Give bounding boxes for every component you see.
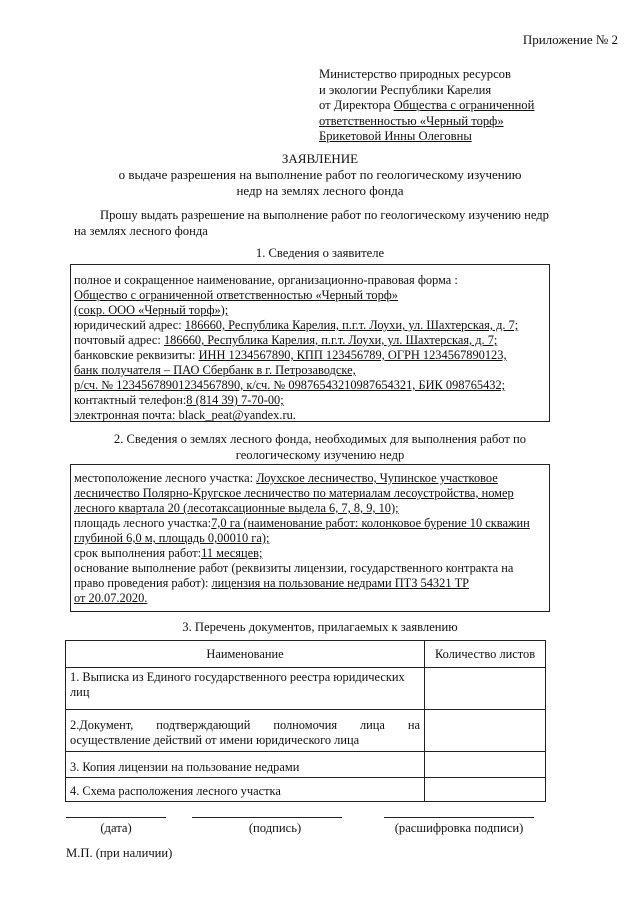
title-main: ЗАЯВЛЕНИЕ bbox=[281, 151, 359, 166]
email-row bbox=[74, 408, 546, 423]
document-title bbox=[0, 151, 640, 199]
column-header-name: Наименование bbox=[66, 641, 425, 668]
area-row bbox=[74, 516, 546, 531]
name-short: (сокр. ООО «Черный торф»); bbox=[74, 303, 229, 317]
sheet-count-cell bbox=[425, 752, 546, 778]
document-name-cont: осуществление действий от имени юридического лица bbox=[70, 733, 360, 747]
document-name-cont: лиц bbox=[70, 685, 90, 699]
phone-value: 8 (814 39) 7-70-00; bbox=[186, 393, 284, 407]
postal-address-label: почтовый адрес: bbox=[74, 333, 164, 347]
addressee-line bbox=[319, 98, 629, 114]
name-label: полное и сокращенное наименование, организационно-правовая форма : bbox=[74, 273, 458, 287]
basis-value: лицензия на пользование недрами ПТЗ 54321 ТР bbox=[211, 576, 470, 590]
signature-line bbox=[192, 817, 342, 818]
location-row bbox=[74, 471, 546, 486]
document-name: 1. Выписка из Единого государственного реестра юридических bbox=[70, 670, 405, 684]
addressee-line: Министерство природных ресурсов bbox=[319, 67, 511, 81]
legal-address-row bbox=[74, 318, 546, 333]
title-sub: о выдаче разрешения на выполнение работ по геологическому изучению bbox=[118, 167, 522, 182]
email-label: электронная почта: bbox=[74, 408, 179, 422]
postal-address-row bbox=[74, 333, 546, 348]
document-name: 3. Копия лицензии на пользование недрами bbox=[70, 760, 300, 774]
phone-label: контактный телефон: bbox=[74, 393, 187, 407]
forest-land-box bbox=[70, 464, 550, 612]
basis-label-line: основание выполнение работ (реквизиты лицензии, государственного контракта на bbox=[74, 561, 514, 575]
table-row bbox=[66, 752, 546, 778]
legal-address-label: юридический адрес: bbox=[74, 318, 185, 332]
applicant-info-box bbox=[70, 264, 550, 422]
document-name: 2.Документ, подтверждающий полномочия лица на bbox=[70, 718, 420, 732]
document-name-cell bbox=[66, 752, 425, 778]
location-value-line2: лесничество Полярно-Кругское лесничество по материалам лесоустройства, номер bbox=[74, 486, 514, 500]
sheet-count-cell bbox=[425, 778, 546, 802]
document-name-cell bbox=[66, 778, 425, 802]
title-sub: недр на землях лесного фонда bbox=[236, 183, 404, 198]
term-row bbox=[74, 546, 546, 561]
document-name: 4. Схема расположения лесного участка bbox=[70, 784, 281, 798]
documents-table bbox=[65, 640, 546, 802]
date-caption: (дата) bbox=[100, 821, 132, 835]
addressee-prefix: от Директора bbox=[319, 98, 394, 112]
postal-address-value: 186660, Республика Карелия, п.г.т. Лоухи, ул. Шахтерская, д. 7; bbox=[163, 333, 498, 347]
section2-heading-line: 2. Сведения о землях лесного фонда, необходимых для выполнения работ по bbox=[113, 432, 527, 446]
annex-number: Приложение № 2 bbox=[522, 32, 618, 47]
request-paragraph: Прошу выдать разрешение на выполнение работ по геологическому изучению недр на землях лесного фонда bbox=[74, 208, 549, 238]
table-header-row bbox=[66, 641, 546, 668]
section2-heading bbox=[0, 432, 640, 463]
date-line bbox=[66, 817, 166, 818]
bank-row bbox=[74, 348, 546, 363]
addressee-line: и экологии Республики Карелия bbox=[319, 82, 492, 97]
bank-value-line2: банк получателя – ПАО Сбербанк в г. Петрозаводске, bbox=[74, 363, 356, 377]
table-row bbox=[66, 710, 546, 752]
addressee-line: ответственностью «Черный торф» bbox=[319, 113, 504, 128]
area-label: площадь лесного участка: bbox=[74, 516, 212, 530]
bank-label: банковские реквизиты: bbox=[74, 348, 199, 362]
sheet-count-cell bbox=[425, 710, 546, 752]
section1-heading: 1. Сведения о заявителе bbox=[255, 246, 385, 260]
section2-heading-line: геологическому изучению недр bbox=[235, 447, 405, 462]
email-value: black_peat@yandex.ru. bbox=[178, 408, 296, 422]
area-value-line2: глубиной 6,0 м, площадь 0,00010 га); bbox=[74, 531, 270, 545]
location-value-line3: лесного квартала 20 (лесотаксационные выдела 6, 7, 8, 9, 10); bbox=[74, 501, 399, 515]
name-full: Общество с ограниченной ответственностью «Черный торф» bbox=[74, 288, 398, 302]
phone-row bbox=[74, 393, 546, 408]
location-label: местоположение лесного участка: bbox=[74, 471, 257, 485]
basis-value-line2: от 20.07.2020. bbox=[74, 591, 148, 605]
basis-row bbox=[74, 576, 546, 591]
addressee-org: Общества с ограниченной bbox=[393, 98, 535, 112]
bank-value: ИНН 1234567890, КПП 123456789, ОГРН 1234567890123, bbox=[198, 348, 507, 362]
legal-address-value: 186660, Республика Карелия, п.г.т. Лоухи, ул. Шахтерская, д. 7; bbox=[184, 318, 519, 332]
document-name-cell bbox=[66, 668, 425, 710]
addressee-block bbox=[319, 67, 629, 145]
column-header-count: Количество листов bbox=[425, 641, 546, 668]
basis-label: право проведения работ): bbox=[74, 576, 212, 590]
bank-value-line3: р/сч. № 12345678901234567890, к/сч. № 09876543210987654321, БИК 098765432; bbox=[74, 378, 506, 392]
term-label: срок выполнения работ: bbox=[74, 546, 202, 560]
stamp-caption: М.П. (при наличии) bbox=[66, 846, 173, 860]
decode-caption: (расшифровка подписи) bbox=[394, 821, 524, 835]
document-name-cell bbox=[66, 710, 425, 752]
table-row bbox=[66, 668, 546, 710]
area-value: 7,0 га (наименование работ: колонковое бурение 10 скважин bbox=[211, 516, 530, 530]
addressee-line: Брикетовой Инны Олеговны bbox=[319, 129, 472, 143]
decode-line bbox=[384, 817, 534, 818]
signature-caption: (подпись) bbox=[248, 821, 302, 835]
sheet-count-cell bbox=[425, 668, 546, 710]
location-value: Лоухское лесничество, Чупинское участковое bbox=[256, 471, 498, 485]
table-row bbox=[66, 778, 546, 802]
section3-heading: 3. Перечень документов, прилагаемых к заявлению bbox=[182, 620, 458, 634]
term-value: 11 месяцев; bbox=[201, 546, 263, 560]
